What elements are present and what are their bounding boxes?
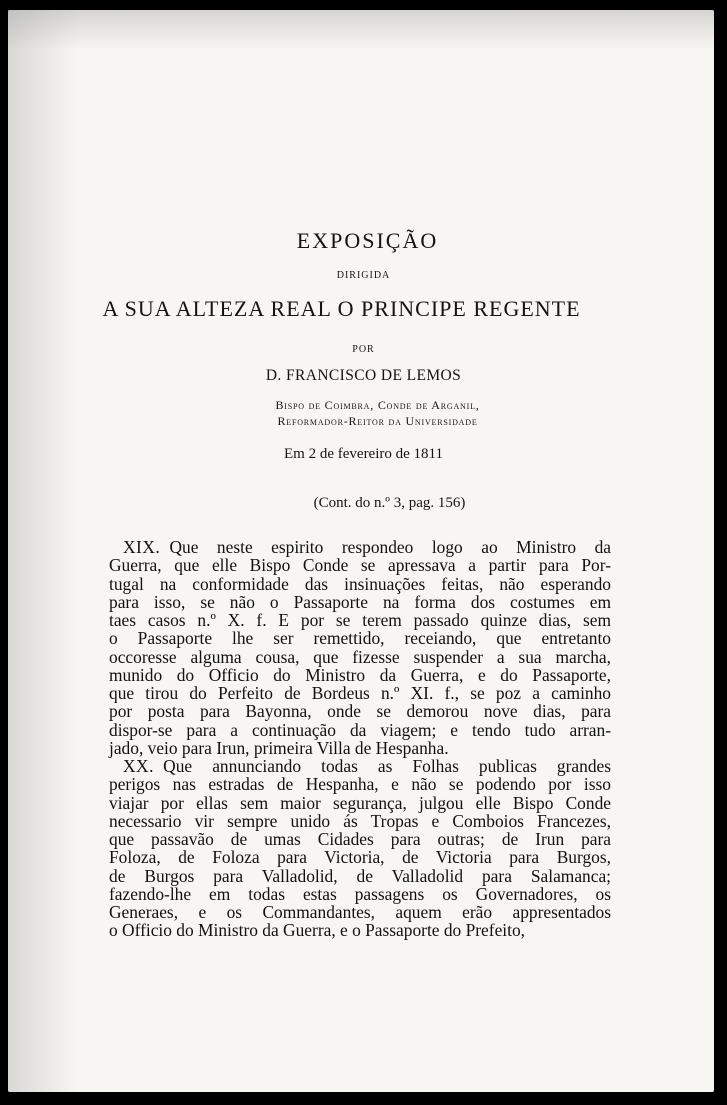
addressee-heading: A SUA ALTEZA REAL O PRINCIPE REGENTE — [102, 296, 581, 321]
author-role-line-1: Bispo de Coimbra, Conde de Arganil, — [275, 398, 480, 412]
body-text — [109, 538, 611, 940]
text-line: para isso, se não o Passaporte na forma dos costumes em — [109, 591, 611, 612]
text-line: tugal na conformidade das insinuações feitas, não esperando — [109, 573, 611, 594]
text-line: munido do Officio do Ministro da Guerra, e do Passaporte, — [109, 664, 611, 685]
text-line: viajar por ellas sem maior segurança, julgou elle Bispo Conde — [109, 792, 611, 813]
text-line: occoresse alguma cousa, que fizesse suspender a sua marcha, — [109, 646, 611, 667]
text-line: o Officio do Ministro da Guerra, e o Passaporte do Prefeito, — [109, 920, 525, 941]
text-line: fazendo-lhe em todas estas passagens os Governadores, os — [109, 883, 611, 904]
paragraph-xix-lines — [109, 538, 611, 757]
text-line: perigos nas estradas de Hespanha, e não se podendo por isso — [109, 774, 611, 795]
text-line: necessario vir sempre unido ás Tropas e Comboios Francezes, — [109, 810, 611, 831]
paragraph-xx — [109, 757, 611, 940]
text-line: o Passaporte lhe ser remettido, receiando, que entretanto — [109, 628, 611, 649]
text-line — [109, 757, 611, 775]
text-line: Guerra, que elle Bispo Conde se apressava a partir para Por- — [109, 555, 611, 576]
text-line — [109, 538, 611, 556]
text-line: por posta para Bayonna, onde se demorou nove dias, para — [109, 701, 611, 722]
line-text: Que annunciando todas as Folhas publicas grandes — [163, 756, 611, 776]
page-title: EXPOSIÇÃO — [296, 228, 439, 253]
text-line: dispor-se para a continuação da viagem; e tendo tudo arran- — [109, 719, 611, 740]
text-line: taes casos n.º X. f. E por se terem passado quinze dias, sem — [109, 610, 611, 630]
subtitle-dirigida: DIRIGIDA — [336, 270, 391, 281]
text-line: que tirou do Perfeito de Bordeus n.º XI. f., se poz a caminho — [109, 683, 611, 703]
subtitle-por: POR — [352, 344, 375, 355]
author-name: D. FRANCISCO DE LEMOS — [265, 367, 462, 384]
paragraph-number-label: XIX. — [123, 537, 170, 557]
text-line: de Burgos para Valladolid, de Valladolid para Salamanca; — [109, 865, 611, 886]
text-line: Generaes, e os Commandantes, aquem erão appresentados — [109, 902, 611, 922]
author-role-line-2: Reformador-Reitor da Universidade — [277, 414, 478, 428]
text-line: Foloza, de Foloza para Victoria, de Victoria para Burgos, — [109, 847, 611, 868]
paragraph-number-label: XX. — [123, 756, 164, 776]
document-date: Em 2 de fevereiro de 1811 — [284, 446, 443, 462]
line-text: Que neste espirito respondeo logo ao Ministro da — [169, 537, 611, 557]
text-line: que passavão de umas Cidades para outras; de Irun para — [109, 829, 611, 849]
paragraph-xx-lines — [109, 757, 611, 940]
text-line: jado, veio para Irun, primeira Villa de Hespanha. — [109, 737, 449, 758]
paragraph-xix — [109, 538, 611, 757]
continuation-note: (Cont. do n.º 3, pag. 156) — [313, 495, 466, 511]
